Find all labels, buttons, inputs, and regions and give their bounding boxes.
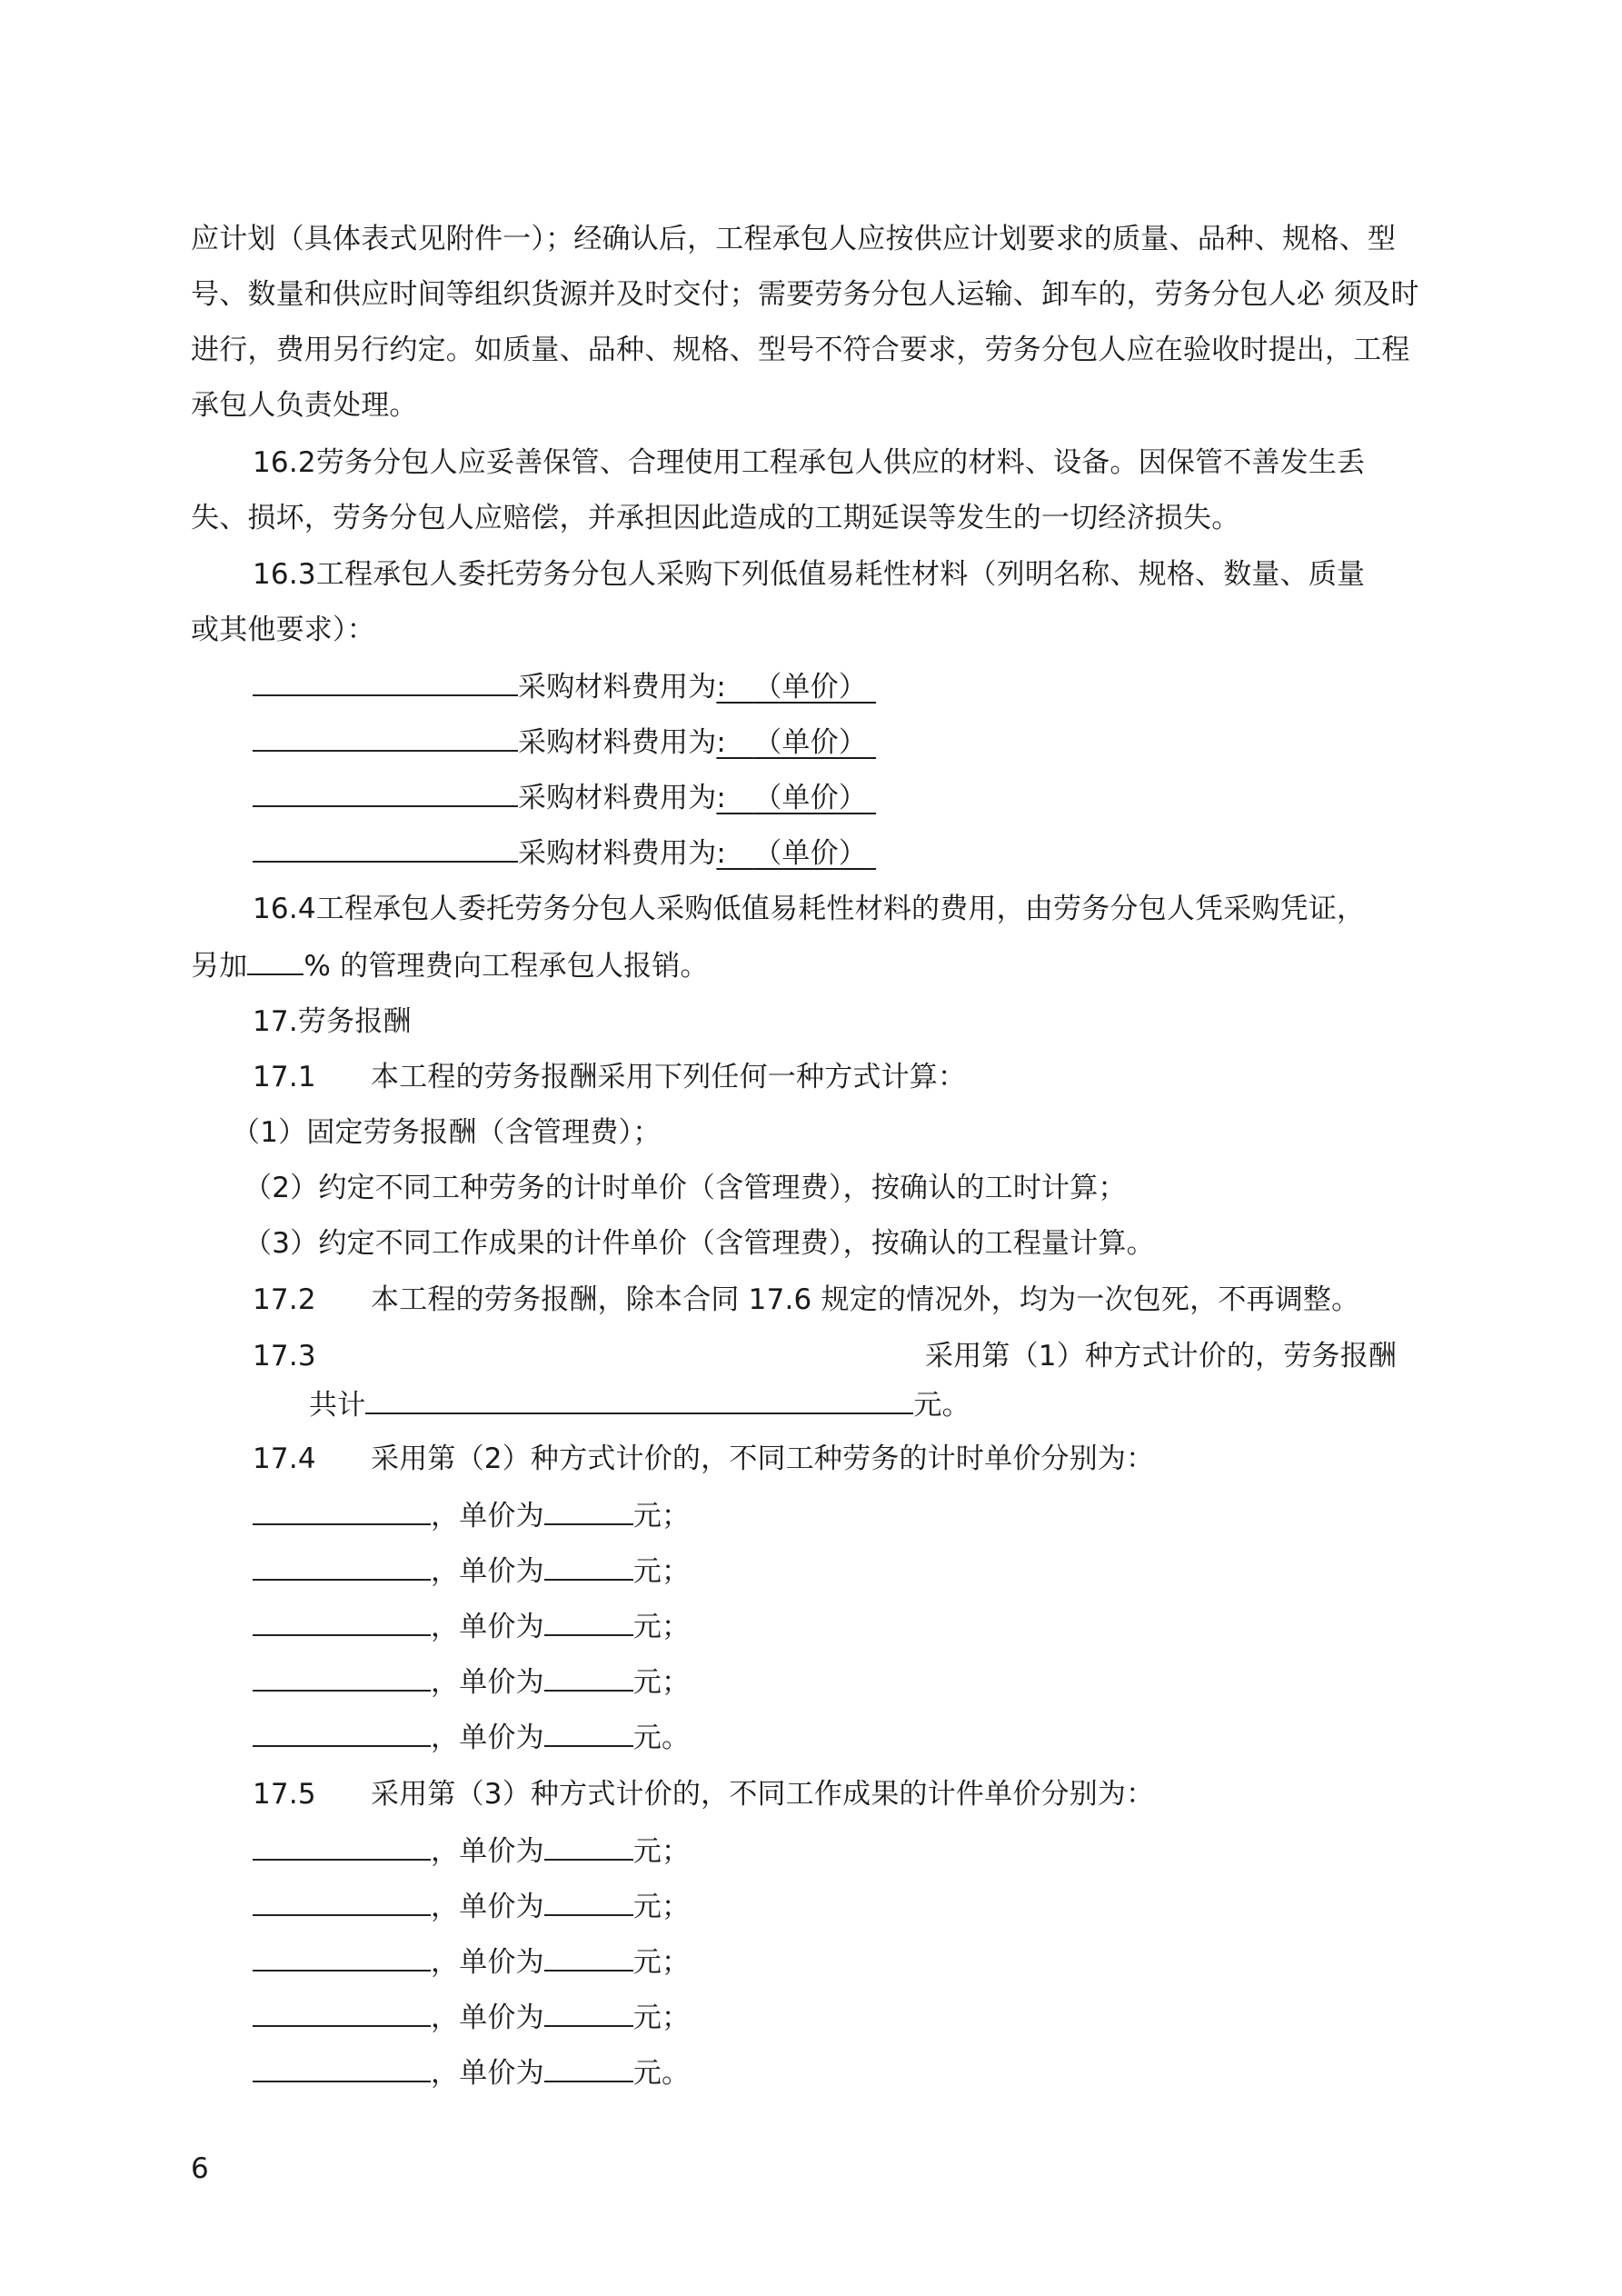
clause-17-2: 17.2 本工程的劳务报酬，除本合同 17.6 规定的情况外，均为一次包死，不再调整。 [253, 1283, 1360, 1316]
unit-price-label: ，单价为 [431, 1500, 544, 1532]
unit-price-end: 元； [632, 1946, 691, 1979]
price-blank[interactable]: : （单价） [716, 782, 868, 814]
unit-price-row [253, 1496, 1498, 1534]
material-row: 采购材料费用为: （单价） [253, 667, 1498, 705]
clause-16-2: 16.2劳务分包人应妥善保管、合理使用工程承包人供应的材料、设备。因保管不善发生丢 [253, 446, 1366, 479]
unit-price-label: ，单价为 [431, 2057, 544, 2090]
item-name-blank[interactable] [253, 1998, 431, 2027]
item-name-blank[interactable] [253, 1942, 431, 1972]
unit-price-end: 元； [632, 1891, 691, 1923]
section-17-title: 17.劳务报酬 [253, 1005, 412, 1038]
item-name-blank[interactable] [253, 1607, 431, 1636]
item-name-blank[interactable] [253, 1718, 431, 1747]
clause-16-3-cont: 或其他要求）： [191, 614, 375, 646]
unit-price-end: 元。 [632, 1722, 691, 1754]
clause-16-3: 16.3工程承包人委托劳务分包人采购下列低值易耗性材料（列明名称、规格、数量、质量 [253, 558, 1366, 591]
unit-price-blank[interactable] [544, 1718, 633, 1747]
paragraph-line: 进行，费用另行约定。如质量、品种、规格、型号不符合要求，劳务分包人应在验收时提出，工程 [191, 334, 1410, 366]
unit-price-end: 元。 [632, 2057, 691, 2090]
unit-price-blank[interactable] [544, 1496, 633, 1525]
unit-price-row [253, 1832, 1498, 1870]
unit-price-row [253, 1887, 1498, 1925]
paragraph-line: 承包人负责处理。 [191, 389, 418, 422]
unit-price-end: 元； [632, 1835, 691, 1868]
clause-17-1: 17.1 本工程的劳务报酬采用下列任何一种方式计算： [253, 1061, 967, 1093]
unit-price-blank[interactable] [544, 1662, 633, 1692]
material-name-blank[interactable] [253, 723, 518, 752]
unit-price-label: ，单价为 [431, 1666, 544, 1699]
clause-16-4: 16.4工程承包人委托劳务分包人采购低值易耗性材料的费用，由劳务分包人凭采购凭证， [253, 893, 1366, 925]
item-name-blank[interactable] [253, 1887, 431, 1916]
method-1: （1）固定劳务报酬（含管理费）； [232, 1116, 662, 1149]
unit-price-end: 元； [632, 2002, 691, 2034]
unit-price-label: ，单价为 [431, 1835, 544, 1868]
unit-price-blank[interactable] [544, 1552, 633, 1581]
paragraph-line: 应计划（具体表式见附件一）；经确认后，工程承包人应按供应计划要求的质量、品种、规格、型 [191, 223, 1397, 255]
item-name-blank[interactable] [253, 1496, 431, 1525]
unit-price-label: ，单价为 [431, 1611, 544, 1643]
clause-17-5: 17.5 采用第（3）种方式计价的，不同工作成果的计件单价分别为： [253, 1778, 1155, 1811]
unit-price-row [253, 2053, 1498, 2091]
clause-17-3-cont: 共计 元。 [309, 1385, 1554, 1423]
clause-16-2-cont: 失、损坏，劳务分包人应赔偿，并承担因此造成的工期延误等发生的一切经济损失。 [191, 502, 1240, 534]
paragraph-line: 号、数量和供应时间等组织货源并及时交付；需要劳务分包人运输、卸车的，劳务分包人必 须及时 [191, 278, 1419, 311]
unit-price-blank[interactable] [544, 1942, 633, 1972]
price-blank[interactable]: : （单价） [716, 837, 868, 870]
unit-price-label: ，单价为 [431, 1722, 544, 1754]
material-name-blank[interactable] [253, 834, 518, 863]
material-row: 采购材料费用为: （单价） [253, 834, 1498, 872]
unit-price-label: ，单价为 [431, 1891, 544, 1923]
percent-blank[interactable] [247, 946, 304, 975]
unit-price-blank[interactable] [544, 1607, 633, 1636]
clause-17-4: 17.4 采用第（2）种方式计价的，不同工种劳务的计时单价分别为： [253, 1442, 1155, 1475]
item-name-blank[interactable] [253, 2053, 431, 2082]
unit-price-row [253, 1552, 1498, 1590]
unit-price-blank[interactable] [544, 1832, 633, 1861]
unit-price-end: 元； [632, 1666, 691, 1699]
material-row: 采购材料费用为: （单价） [253, 723, 1498, 761]
unit-price-blank[interactable] [544, 1887, 633, 1916]
unit-price-row [253, 1998, 1498, 2036]
unit-price-end: 元； [632, 1555, 691, 1588]
item-name-blank[interactable] [253, 1552, 431, 1581]
clause-16-4-cont: 另加 % 的管理费向工程承包人报销。 [191, 946, 1436, 984]
unit-price-label: ，单价为 [431, 1946, 544, 1979]
price-blank[interactable]: : （单价） [716, 671, 868, 704]
unit-price-end: 元； [632, 1500, 691, 1532]
unit-price-row [253, 1942, 1498, 1981]
unit-price-label: ，单价为 [431, 2002, 544, 2034]
total-amount-blank[interactable] [365, 1385, 913, 1414]
item-name-blank[interactable] [253, 1832, 431, 1861]
unit-price-row [253, 1718, 1498, 1756]
price-blank[interactable]: : （单价） [716, 726, 868, 759]
unit-price-blank[interactable] [544, 2053, 633, 2082]
unit-price-row [253, 1662, 1498, 1701]
material-name-blank[interactable] [253, 667, 518, 696]
material-row: 采购材料费用为: （单价） [253, 778, 1498, 816]
unit-price-blank[interactable] [544, 1998, 633, 2027]
item-name-blank[interactable] [253, 1662, 431, 1692]
unit-price-row [253, 1607, 1498, 1645]
material-name-blank[interactable] [253, 778, 518, 807]
clause-17-3: 17.3 采用第（1）种方式计价的，劳务报酬 [253, 1340, 1398, 1373]
method-2: （2）约定不同工种劳务的计时单价（含管理费），按确认的工时计算； [244, 1172, 1127, 1204]
unit-price-end: 元； [632, 1611, 691, 1643]
method-3: （3）约定不同工作成果的计件单价（含管理费），按确认的工程量计算。 [244, 1227, 1155, 1260]
page-number: 6 [191, 2152, 209, 2185]
unit-price-label: ，单价为 [431, 1555, 544, 1588]
